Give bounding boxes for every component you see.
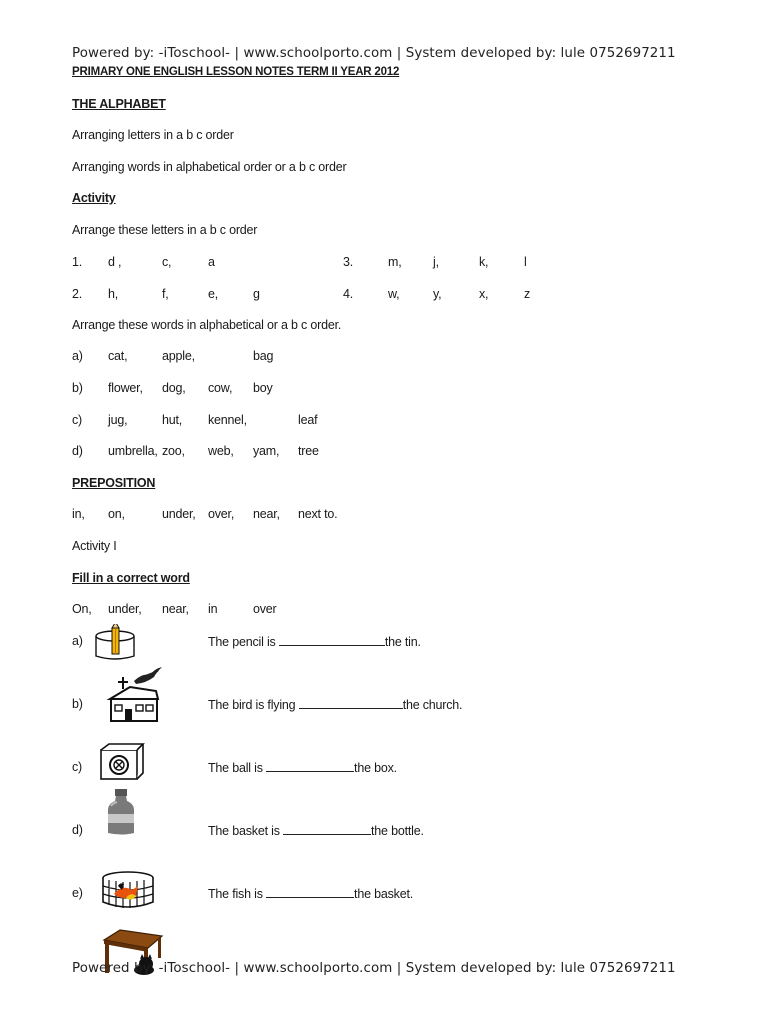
preposition-word: next to. [298, 507, 338, 521]
alphabet-line-1: Arranging letters in a b c order [72, 128, 234, 142]
word: cat, [108, 349, 128, 363]
word: hut, [162, 413, 183, 427]
preposition-word: over, [208, 507, 235, 521]
letter: f, [162, 287, 169, 301]
bird-over-church-picture [106, 667, 164, 723]
row-number: 3. [343, 255, 354, 269]
letter: j, [433, 255, 439, 269]
answer-blank[interactable] [266, 760, 354, 772]
activity-label: Activity I [72, 539, 117, 553]
word: bag [253, 349, 274, 363]
answer-blank[interactable] [299, 697, 403, 709]
alphabet-heading: THE ALPHABET [72, 97, 166, 111]
choice: in [208, 602, 218, 616]
row-label: a) [72, 349, 83, 363]
word: boy [253, 381, 273, 395]
document-title: PRIMARY ONE ENGLISH LESSON NOTES TERM II YEAR 2012 [72, 66, 400, 78]
row-number: 4. [343, 287, 354, 301]
letter: a [208, 255, 215, 269]
preposition-word: in, [72, 507, 85, 521]
letter: x, [479, 287, 489, 301]
bottle-picture [105, 788, 137, 836]
word: umbrella, [108, 444, 158, 458]
word: dog, [162, 381, 186, 395]
word: leaf [298, 413, 318, 427]
item-label: e) [72, 886, 83, 900]
choice: over [253, 602, 277, 616]
item-sentence: The bird is flying the church. [208, 698, 463, 712]
letter: g [253, 287, 260, 301]
letter: y, [433, 287, 442, 301]
word: tree [298, 444, 319, 458]
preposition-heading: PREPOSITION [72, 476, 156, 490]
letter: w, [388, 287, 400, 301]
activity-heading: Activity [72, 191, 116, 205]
answer-blank[interactable] [283, 823, 371, 835]
row-number: 2. [72, 287, 83, 301]
letter: c, [162, 255, 172, 269]
word: kennel, [208, 413, 247, 427]
preposition-word: under, [162, 507, 196, 521]
answer-blank[interactable] [279, 634, 385, 646]
letter: m, [388, 255, 402, 269]
item-sentence: The fish is the basket. [208, 887, 413, 901]
answer-blank[interactable] [266, 886, 354, 898]
row-label: b) [72, 381, 83, 395]
choice: On, [72, 602, 92, 616]
pencil-in-tin-picture [93, 624, 137, 662]
item-label: a) [72, 634, 83, 648]
word: jug, [108, 413, 128, 427]
word: yam, [253, 444, 280, 458]
letters-instruction: Arrange these letters in a b c order [72, 223, 258, 237]
letter: l [524, 255, 527, 269]
letter: e, [208, 287, 219, 301]
page-header: Powered by: -iToschool- | www.schoolporto.com | System developed by: lule 0752697211 [72, 46, 676, 61]
word: web, [208, 444, 234, 458]
choice: near, [162, 602, 189, 616]
item-label: c) [72, 760, 83, 774]
item-label: b) [72, 697, 83, 711]
item-sentence: The ball is the box. [208, 761, 397, 775]
page-footer: Powered by: -iToschool- | www.schoolporto.com | System developed by: lule 0752697211 [72, 961, 676, 976]
row-label: d) [72, 444, 83, 458]
alphabet-line-2: Arranging words in alphabetical order or a b c order [72, 160, 347, 174]
item-sentence: The pencil is the tin. [208, 635, 421, 649]
word: flower, [108, 381, 143, 395]
preposition-word: near, [253, 507, 280, 521]
row-label: c) [72, 413, 83, 427]
letter: h, [108, 287, 119, 301]
word: zoo, [162, 444, 185, 458]
item-sentence: The basket is the bottle. [208, 824, 424, 838]
ball-in-box-picture [98, 742, 146, 782]
fill-heading: Fill in a correct word [72, 571, 190, 585]
preposition-word: on, [108, 507, 125, 521]
words-instruction: Arrange these words in alphabetical or a b c order. [72, 318, 342, 332]
fish-in-basket-picture [100, 870, 156, 912]
item-label: d) [72, 823, 83, 837]
word: apple, [162, 349, 195, 363]
letter: z [524, 287, 531, 301]
choice: under, [108, 602, 142, 616]
row-number: 1. [72, 255, 83, 269]
letter: d , [108, 255, 122, 269]
word: cow, [208, 381, 233, 395]
letter: k, [479, 255, 489, 269]
